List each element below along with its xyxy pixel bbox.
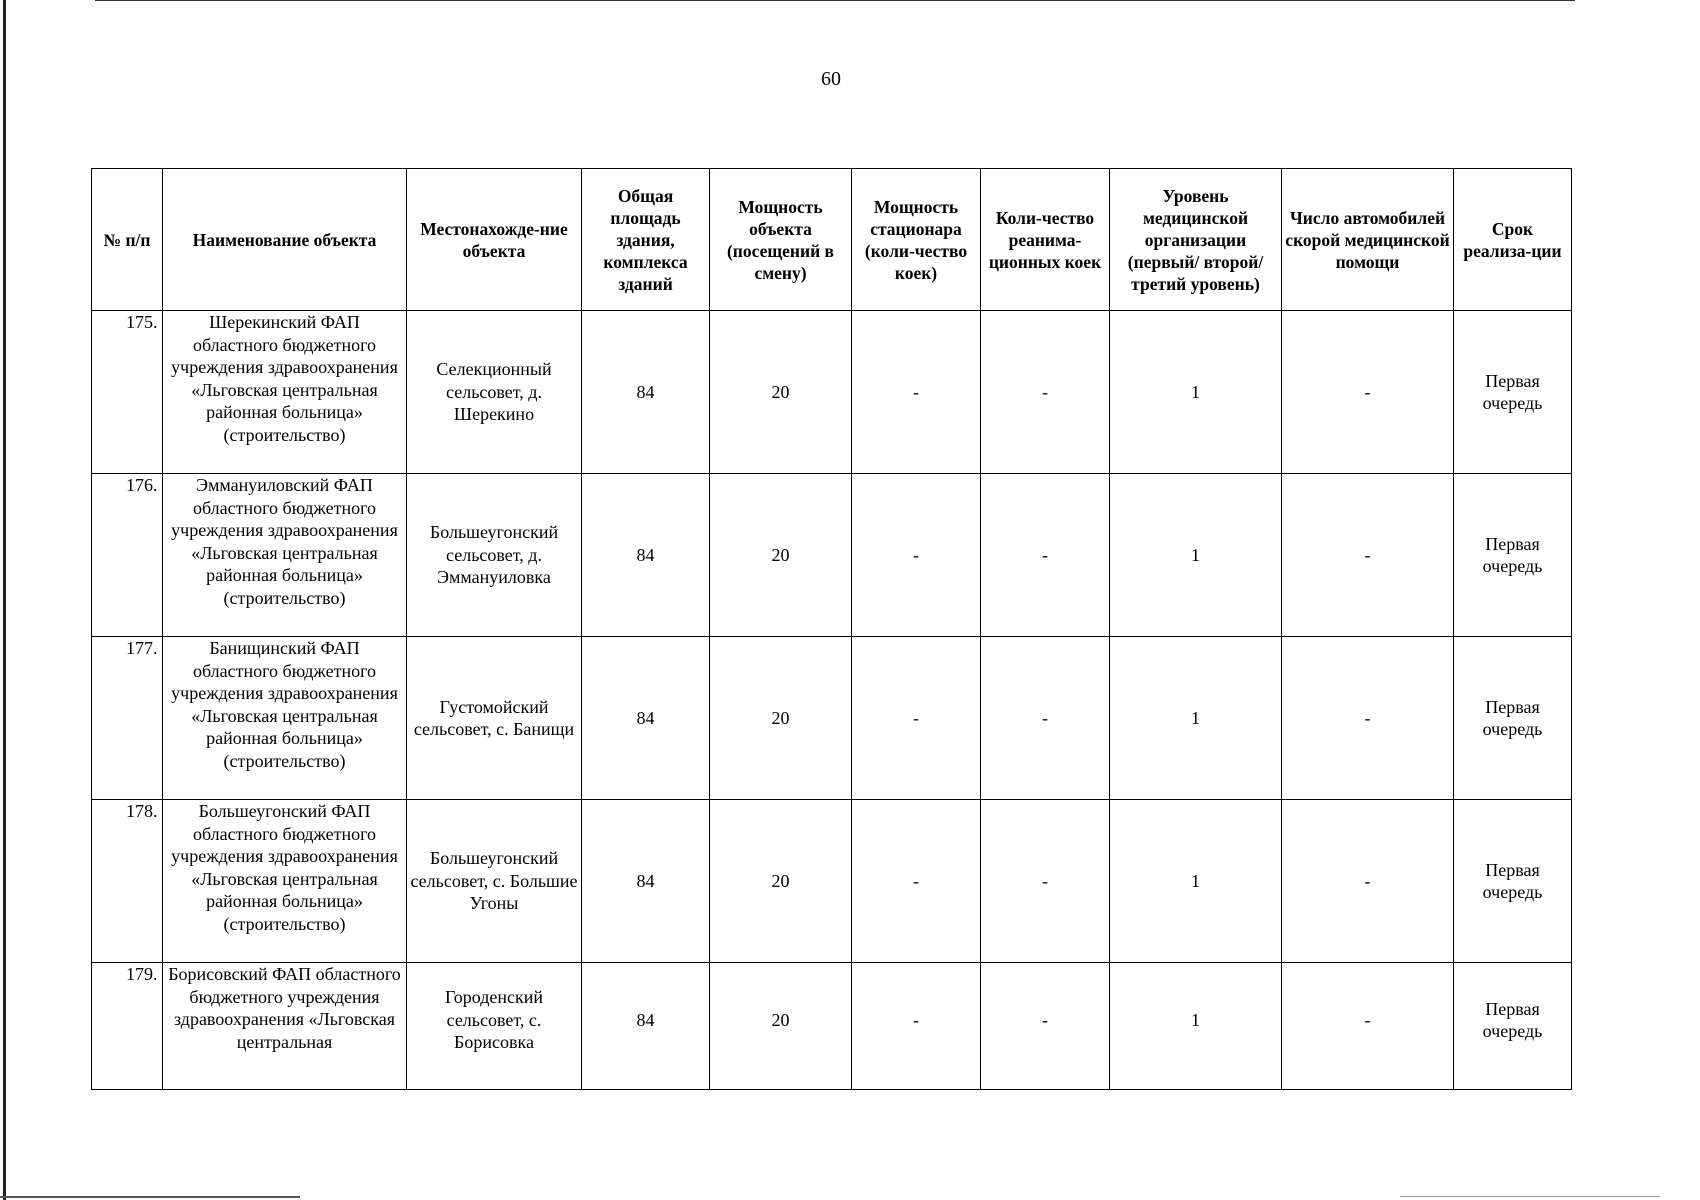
cell-level: 1	[1110, 474, 1282, 637]
cell-level: 1	[1110, 963, 1282, 1090]
cell-ambulances: -	[1282, 474, 1454, 637]
cell-name: Большеугонский ФАП областного бюджетного учреждения здравоохранения «Льговская центральная районная больница» (строительство)	[163, 800, 407, 963]
header-beds: Мощность стационара (коли-чество коек)	[852, 169, 981, 311]
cell-term: Первая очередь	[1454, 311, 1572, 474]
cell-ambulances: -	[1282, 637, 1454, 800]
header-capacity: Мощность объекта (посещений в смену)	[710, 169, 852, 311]
page-number: 60	[821, 68, 841, 90]
cell-capacity: 20	[710, 637, 852, 800]
cell-num: 176.	[92, 474, 163, 637]
cell-beds: -	[852, 637, 981, 800]
header-num: № п/п	[92, 169, 163, 311]
table-header-row	[92, 169, 1572, 311]
table-row	[92, 800, 1572, 963]
cell-location: Густомойский сельсовет, с. Банищи	[407, 637, 582, 800]
header-level: Уровень медицинской организации (первый/ второй/ третий уровень)	[1110, 169, 1282, 311]
scan-border-bottom	[0, 1196, 300, 1198]
cell-area: 84	[582, 800, 710, 963]
cell-ambulances: -	[1282, 800, 1454, 963]
cell-num: 175.	[92, 311, 163, 474]
cell-location: Селекционный сельсовет, д. Шерекино	[407, 311, 582, 474]
cell-name: Банищинский ФАП областного бюджетного учреждения здравоохранения «Льговская центральная районная больница» (строительство)	[163, 637, 407, 800]
table-row	[92, 311, 1572, 474]
cell-icu-beds: -	[981, 311, 1110, 474]
cell-icu-beds: -	[981, 474, 1110, 637]
cell-beds: -	[852, 963, 981, 1090]
table-row	[92, 474, 1572, 637]
cell-beds: -	[852, 474, 981, 637]
scan-border-left	[3, 0, 6, 1200]
cell-term: Первая очередь	[1454, 474, 1572, 637]
cell-num: 179.	[92, 963, 163, 1090]
cell-level: 1	[1110, 311, 1282, 474]
cell-location: Большеугонский сельсовет, с. Большие Угоны	[407, 800, 582, 963]
cell-term: Первая очередь	[1454, 637, 1572, 800]
cell-capacity: 20	[710, 800, 852, 963]
header-ambulances: Число автомобилей скорой медицинской помощи	[1282, 169, 1454, 311]
cell-beds: -	[852, 311, 981, 474]
cell-term: Первая очередь	[1454, 963, 1572, 1090]
cell-capacity: 20	[710, 963, 852, 1090]
cell-name: Борисовский ФАП областного бюджетного учреждения здравоохранения «Льговская центральная	[163, 963, 407, 1090]
scan-border-top	[95, 0, 1575, 1]
table-row	[92, 963, 1572, 1090]
table-row	[92, 637, 1572, 800]
cell-area: 84	[582, 963, 710, 1090]
scan-border-bottom-right	[1400, 1196, 1660, 1197]
header-name: Наименование объекта	[163, 169, 407, 311]
facilities-table	[91, 168, 1572, 1090]
cell-area: 84	[582, 311, 710, 474]
cell-term: Первая очередь	[1454, 800, 1572, 963]
cell-level: 1	[1110, 637, 1282, 800]
cell-level: 1	[1110, 800, 1282, 963]
header-icu-beds: Коли-чество реанима-ционных коек	[981, 169, 1110, 311]
header-term: Срок реализа-ции	[1454, 169, 1572, 311]
cell-name: Шерекинский ФАП областного бюджетного учреждения здравоохранения «Льговская центральная районная больница» (строительство)	[163, 311, 407, 474]
cell-ambulances: -	[1282, 311, 1454, 474]
cell-location: Большеугонский сельсовет, д. Эммануиловка	[407, 474, 582, 637]
cell-ambulances: -	[1282, 963, 1454, 1090]
header-area: Общая площадь здания, комплекса зданий	[582, 169, 710, 311]
cell-icu-beds: -	[981, 800, 1110, 963]
cell-capacity: 20	[710, 311, 852, 474]
cell-capacity: 20	[710, 474, 852, 637]
cell-icu-beds: -	[981, 963, 1110, 1090]
cell-num: 177.	[92, 637, 163, 800]
header-location: Местонахожде-ние объекта	[407, 169, 582, 311]
cell-name: Эммануиловский ФАП областного бюджетного учреждения здравоохранения «Льговская центральная районная больница» (строительство)	[163, 474, 407, 637]
cell-location: Городенский сельсовет, с. Борисовка	[407, 963, 582, 1090]
cell-area: 84	[582, 474, 710, 637]
cell-area: 84	[582, 637, 710, 800]
cell-num: 178.	[92, 800, 163, 963]
cell-icu-beds: -	[981, 637, 1110, 800]
cell-beds: -	[852, 800, 981, 963]
